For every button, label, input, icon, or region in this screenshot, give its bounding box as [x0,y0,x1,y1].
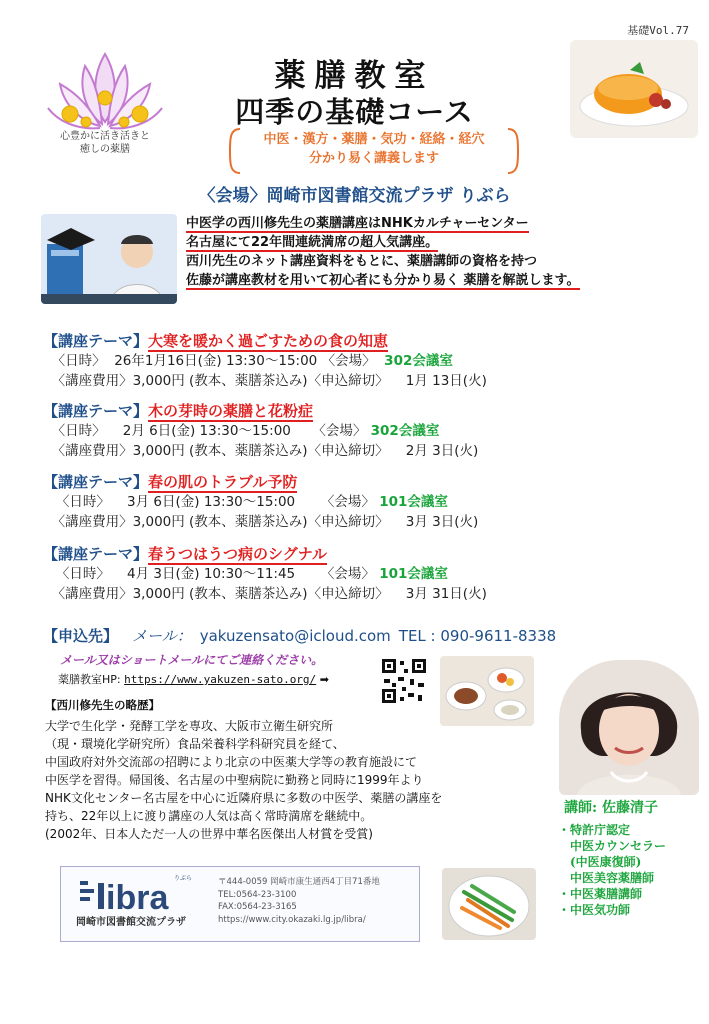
course-deadline: 3月 31日(火) [405,586,487,602]
lecture-video-thumbnail [41,214,177,304]
email-link[interactable]: yakuzensato@icloud.com [199,627,391,645]
library-tel: TEL:0564-23-3100 [218,889,297,900]
course-deadline: 2月 3日(火) [405,443,479,459]
course-label: 【講座テーマ】 [43,473,149,491]
course-deadline: 3月 3日(火) [405,514,479,530]
course-room: 101会議室 [379,566,448,582]
course-label: 【講座テーマ】 [43,545,149,563]
teacher-qual: 中医美容薬膳師 [558,871,655,885]
fee-label: 〈講座費用〉 [51,443,133,459]
venue-label: 〈会場〉 [312,423,367,439]
bio-line: 持ち、22年以上に渡り講座の人気は高く常時満席を継続中。 [45,809,373,823]
course-room: 101会議室 [379,494,448,510]
intro-line2: 名古屋にて22年間連続満席の超人気講座。 [186,235,439,250]
date-label: 〈日時〉 [55,566,110,582]
date-label: 〈日時〉 [55,494,110,510]
contact-note: メール又はショートメールにてご連絡ください。 [60,653,324,667]
course-1 [43,330,487,391]
teacher-qual: 中医カウンセラー [558,839,667,853]
tagline-line2: 分かり易く講義します [308,151,439,166]
course-fee: 3,000円 (教本、薬膳茶込み) [132,443,308,459]
course-3 [43,471,478,532]
homepage-line [58,671,329,687]
teacher-portrait [559,660,699,795]
bio-line: 大学で生化学・発酵工学を専攻、大阪市立衛生研究所 [45,719,334,733]
library-logo-text: ibra [106,879,169,913]
phone-number[interactable]: TEL : 090-9611-8338 [398,627,557,645]
course-theme: 木の芽時の薬膳と花粉症 [148,402,314,420]
tagline-line1: 中医・漢方・薬膳・気功・経絡・経穴 [263,132,485,147]
library-logo-ruby: りぶら [174,876,193,882]
course-fee: 3,000円 (教本、薬膳茶込み) [132,373,308,389]
teacher-info [558,800,666,918]
course-fee: 3,000円 (教本、薬膳茶込み) [132,514,308,530]
bio-line: （現・環境化学研究所）食品栄養科学科研究員を経て、 [45,737,345,751]
intro-line4: 佐藤が講座教材を用いて初心者にも分かり易く 薬膳を解説します。 [186,273,580,288]
course-date: 26年1月16日(金) 13:30～15:00 [114,353,318,369]
course-theme: 大寒を暖かく過ごすための食の知恵 [148,332,389,350]
page-title: 薬膳教室 [274,58,435,94]
logo-caption-line2: 癒しの薬膳 [80,144,130,155]
library-name: 岡崎市図書館交流プラザ [76,917,186,928]
course-label: 【講座テーマ】 [43,332,149,350]
bio-line: NHK文化センター名古屋を中心に近隣府県に多数の中医学、薬膳の講座を [45,791,443,805]
volume-label: 基礎Vol.77 [627,24,689,37]
course-theme: 春の肌のトラブル予防 [148,473,298,491]
teacher-qual: ・中医薬膳講師 [558,887,643,901]
homepage-link[interactable]: https://www.yakuzen-sato.org/ [124,673,317,686]
date-label: 〈日時〉 [51,423,106,439]
course-date: 3月 6日(金) 13:30～15:00 [127,494,296,510]
course-room: 302会議室 [384,353,453,369]
intro-line3: 西川先生のネット講座資料をもとに、薬膳講師の資格を持つ [186,254,538,269]
library-url[interactable]: https://www.city.okazaki.lg.jp/libra/ [218,914,366,925]
deadline-label: 〈申込締切〉 [307,514,389,530]
logo-caption-line1: 心豊かに活き活きと [60,131,150,142]
course-4 [43,543,487,604]
homepage-label: 薬膳教室HP: [58,673,121,686]
logo-caption [34,130,176,156]
fee-label: 〈講座費用〉 [51,514,133,530]
venue-heading: 〈会場〉岡崎市図書館交流プラザ りぶら [198,186,511,206]
library-fax: FAX:0564-23-3165 [218,902,297,912]
course-date: 2月 6日(金) 13:30～15:00 [122,423,291,439]
arrow-icon: ➡ [319,673,329,686]
dishes-photo [440,656,534,726]
venue-label: 〈会場〉 [321,353,376,369]
teacher-name: 講師: 佐藤清子 [564,800,659,816]
course-theme: 春うつはうつ病のシグナル [148,545,327,563]
bio-text [45,717,442,843]
bio-heading: 【西川修先生の略歴】 [45,698,160,712]
library-postal-address: 〒444-0059 岡崎市康生通西4丁目71番地 [218,877,380,887]
mail-label: メール： [132,627,192,645]
intro-line1: 中医学の西川修先生の薬膳講座はNHKカルチャーセンター [186,216,529,231]
bio-line: 中医学を習得。帰国後、名古屋の中聖病院に勤務と同時に1999年より [45,773,424,787]
course-2 [43,400,478,461]
apply-label: 【申込先】 [43,627,119,645]
course-deadline: 1月 13日(火) [405,373,487,389]
teacher-qual: (中医康復師) [558,855,642,869]
qr-code[interactable] [380,657,428,705]
fee-label: 〈講座費用〉 [51,586,133,602]
dessert-photo [570,40,698,138]
bio-line: 中国政府対外交流部の招聘により北京の中医薬大学等の教育施設にて [45,755,418,769]
bio-line: (2002年、日本人ただ一人の世界中華名医傑出人材賞を受賞) [45,827,373,841]
deadline-label: 〈申込締切〉 [307,373,389,389]
deadline-label: 〈申込締切〉 [307,443,389,459]
teacher-qual: ・特許庁認定 [558,823,631,837]
course-label: 【講座テーマ】 [43,402,149,420]
teacher-qual: ・中医気功師 [558,903,631,917]
course-fee: 3,000円 (教本、薬膳茶込み) [132,586,308,602]
date-label: 〈日時〉 [51,353,106,369]
course-date: 4月 3日(金) 10:30～11:45 [127,566,296,582]
library-logo [78,873,204,913]
page-subtitle: 四季の基礎コース [235,95,474,129]
fee-label: 〈講座費用〉 [51,373,133,389]
venue-label: 〈会場〉 [320,566,375,582]
library-address [218,876,380,926]
course-room: 302会議室 [370,423,440,439]
apply-line [43,625,556,646]
deadline-label: 〈申込締切〉 [307,586,389,602]
venue-label: 〈会場〉 [320,494,375,510]
vegetable-dish-photo [442,868,536,940]
intro-text [186,214,580,290]
